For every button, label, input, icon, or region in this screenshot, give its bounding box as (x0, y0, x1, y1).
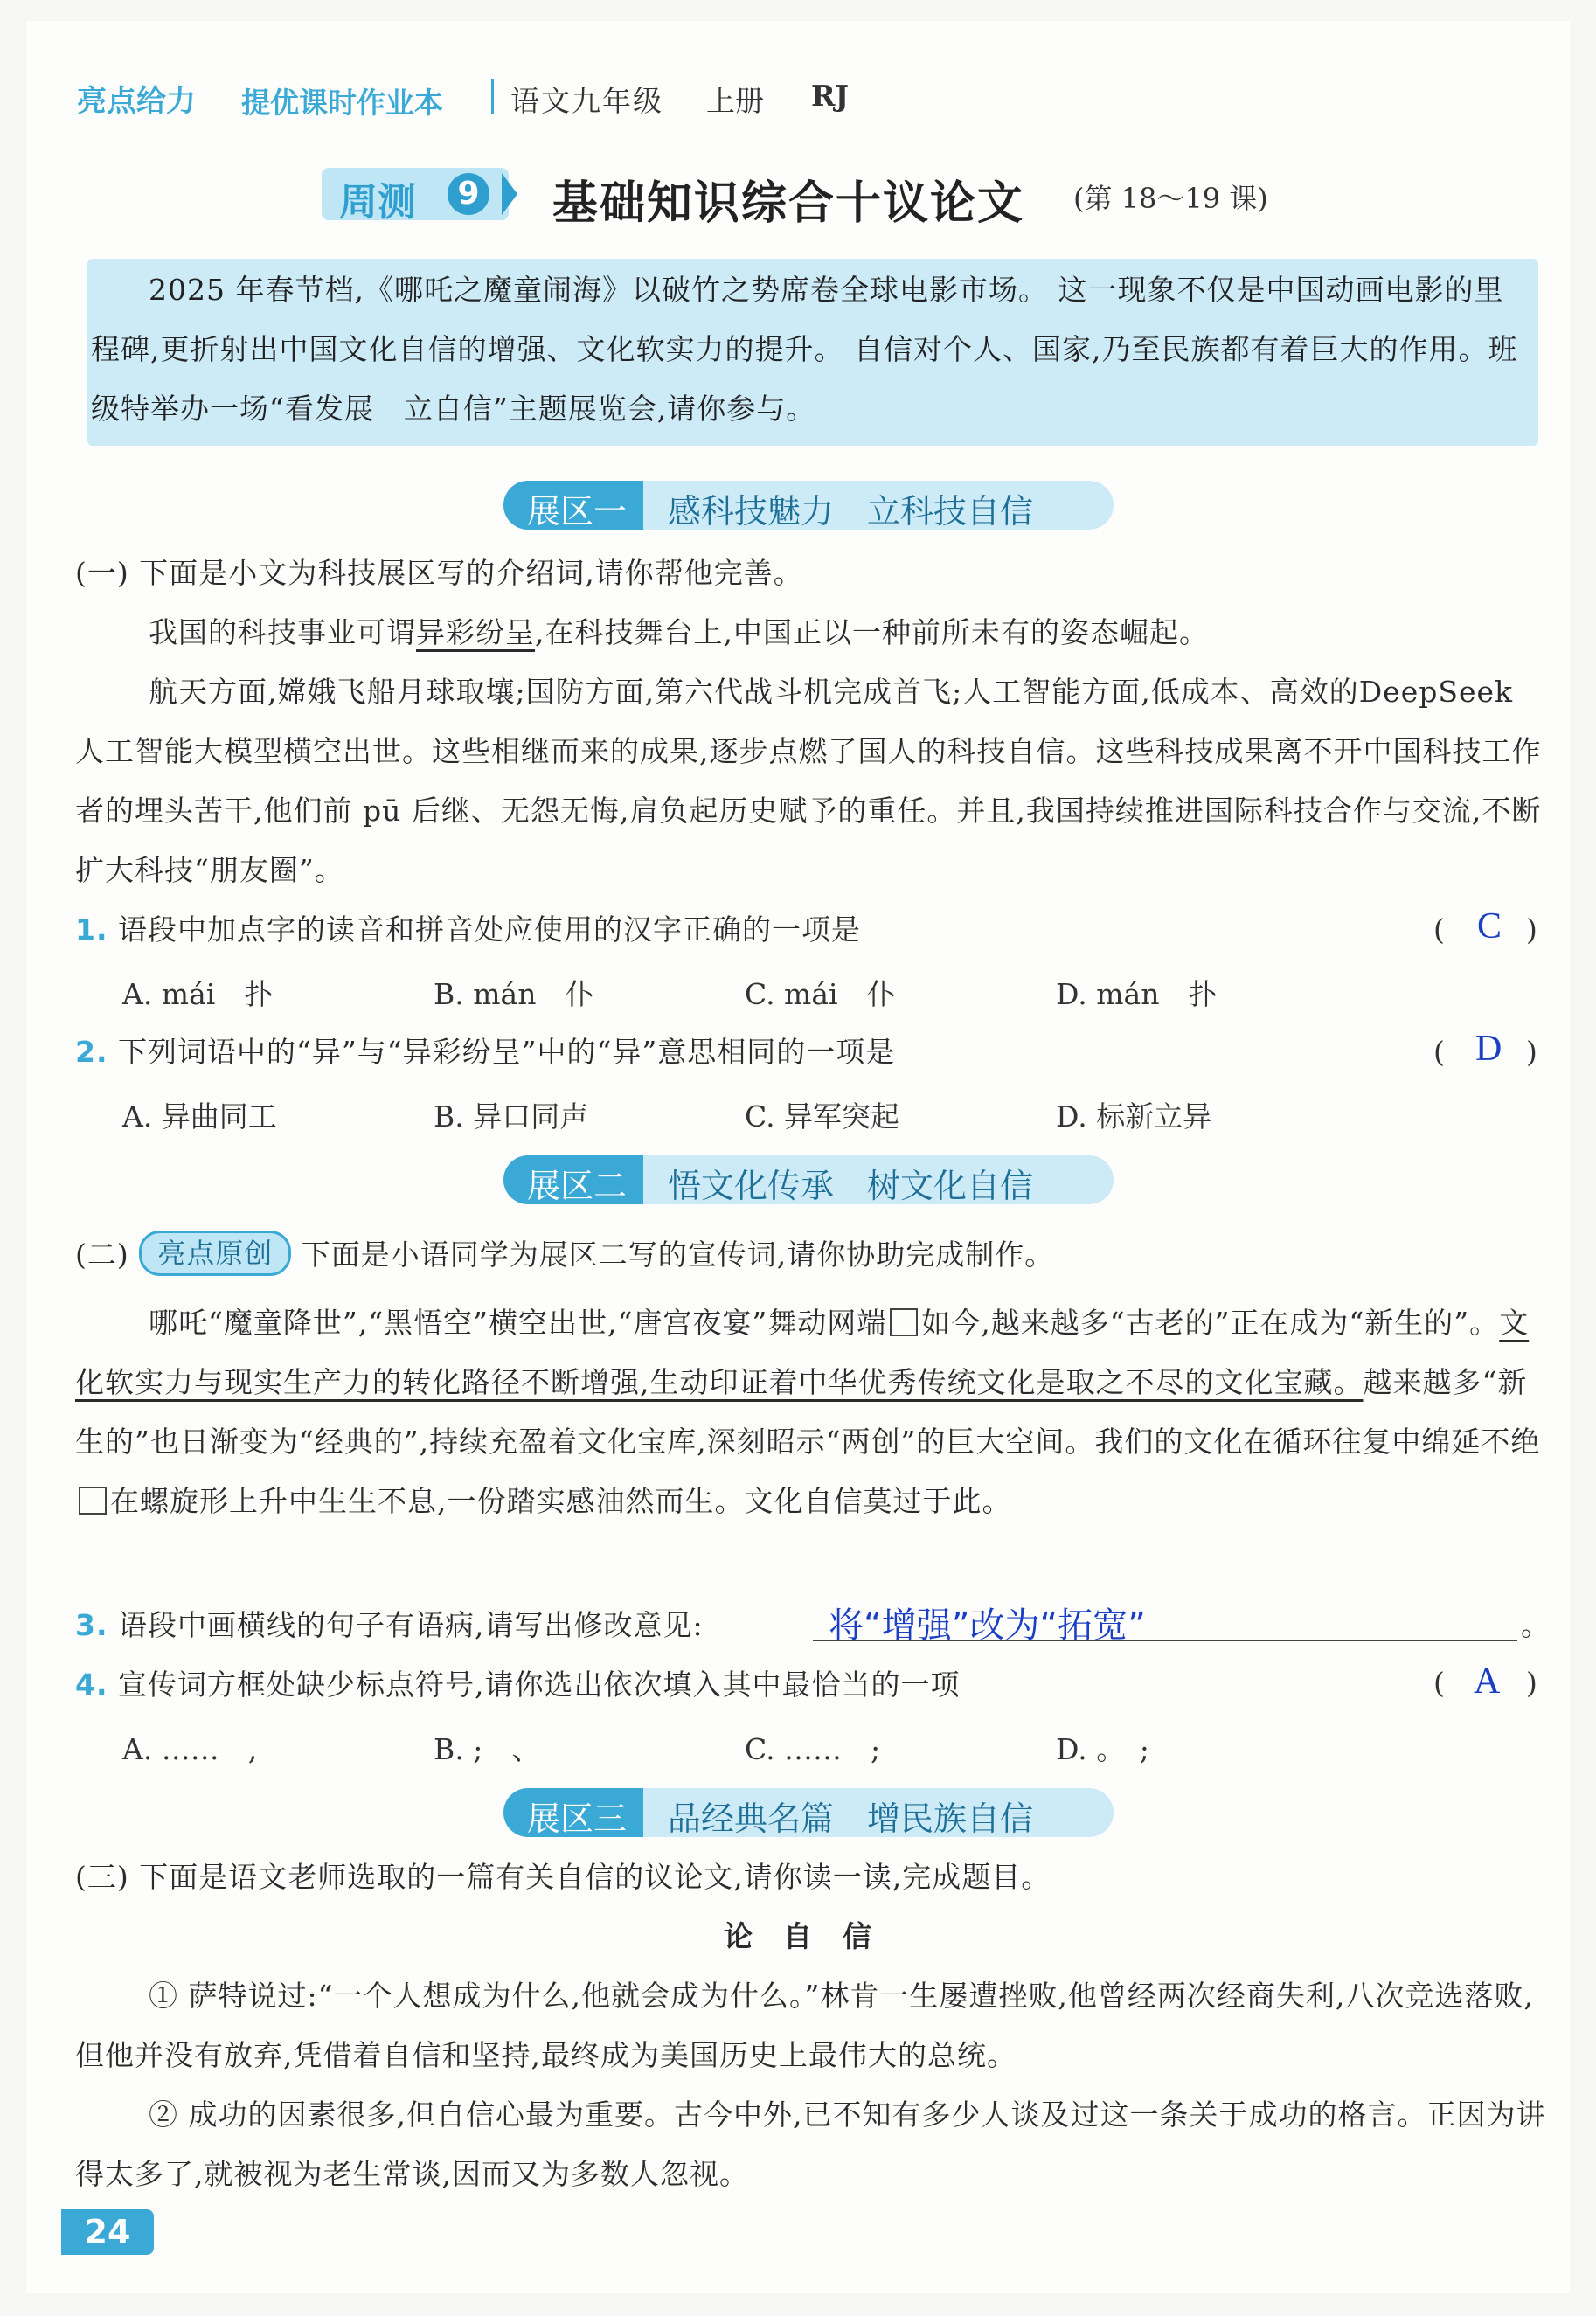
answer-2: D (1475, 1029, 1502, 1069)
page-title: 基础知识综合十议论文 (552, 177, 1025, 230)
badge-arrow-icon (502, 173, 517, 215)
answer-bracket-4: ( (1433, 1666, 1445, 1700)
zone-1-tag: 展区一 (503, 481, 650, 530)
essay-title: 论 自 信 (724, 1919, 872, 1953)
q2-option-a: A. 异曲同工 (122, 1099, 277, 1134)
underlined-sentence: 文化软实力与现实生产力的转化路径不断增强,生动印证着中华优秀传统文化是取之不尽的文化宝藏。 (75, 1306, 1530, 1399)
answer-bracket-2-close: ) (1526, 1035, 1537, 1069)
part-1-lead: (一) 下面是小文为科技展区写的介绍词,请你帮他完善。 (75, 556, 803, 590)
zone-2-banner (503, 1155, 1115, 1204)
zone-2-title: 悟文化传承 树文化自信 (643, 1155, 1114, 1204)
q1-option-b: B. mán 仆 (434, 977, 594, 1011)
part-1-paragraph-2: 航天方面,嫦娥飞船月球取壤;国防方面,第六代战斗机完成首飞;人工智能方面,低成本、高效的DeepSeek 人工智能大模型横空出世。这些相继而来的成果,逐步点燃了国人的科技自信。这些科技成果离不开中国科技工作者的埋头苦干,他们前 pū 后继、无怨无悔,肩负起历史赋予的重任。并且,我国持续推进国际科技合作与交流,不断扩大科技“朋友圈”。 (75, 675, 1542, 887)
q4-option-a: A. …… , (122, 1732, 258, 1766)
q2-option-b: B. 异口同声 (434, 1099, 589, 1134)
q1-option-a: A. mái 扑 (122, 977, 274, 1011)
brand-logo: 亮点给力 (77, 84, 196, 119)
q1-option-c: C. mái 仆 (745, 977, 896, 1011)
q4-option-d: D. 。 ; (1056, 1732, 1149, 1766)
answer-4: A (1474, 1661, 1501, 1702)
intro-text: 2025 年春节档,《哪吒之魔童闹海》以破竹之势席卷全球电影市场。 这一现象不仅是中国动画电影的里程碑,更折射出中国文化自信的增强、文化软实力的提升。 自信对个人、国家,乃至民族都有着巨大的作用。班级特举办一场“看发展 立自信”主题展览会,请你参与。 (91, 273, 1518, 426)
answer-3: 将“增强”改为“拓宽” (829, 1605, 1146, 1646)
header-divider (491, 79, 494, 114)
page-number: 24 (61, 2209, 154, 2255)
q4-option-c: C. …… ; (745, 1732, 881, 1766)
zone-3-banner (503, 1788, 1115, 1837)
underlined-phrase: 异彩纷呈 (416, 615, 535, 649)
question-4: 4. 宣传词方框处缺少标点符号,请你选出依次填入其中最恰当的一项 (75, 1668, 961, 1702)
zone-3-title: 品经典名篇 增民族自信 (643, 1788, 1114, 1837)
volume-label: 上册 (706, 84, 764, 118)
essay-paragraph-2: ② 成功的因素很多,但自信心最为重要。古今中外,已不知有多少人谈及过这一条关于成功的格言。正因为讲得太多了,就被视为老生常谈,因而又为多数人忽视。 (75, 2098, 1546, 2191)
answer-3-period: 。 (1521, 1608, 1551, 1642)
blank-box-2 (79, 1487, 107, 1515)
q2-option-c: C. 异军突起 (745, 1099, 900, 1134)
part-2-lead: (二) 亮点原创 下面是小语同学为展区二写的宣传词,请你协助完成制作。 (75, 1225, 1552, 1285)
answer-bracket-4-close: ) (1526, 1666, 1537, 1700)
zone-3-tag: 展区三 (503, 1788, 650, 1837)
zone-1-banner (503, 481, 1115, 530)
q4-option-b: B. ; 、 (434, 1732, 541, 1766)
part-3-lead: (三) 下面是语文老师选取的一篇有关自信的议论文,请你读一读,完成题目。 (75, 1860, 1051, 1894)
zone-1-title: 感科技魅力 立科技自信 (643, 481, 1114, 530)
answer-bracket-2: ( (1433, 1035, 1445, 1069)
q2-option-d: D. 标新立异 (1056, 1099, 1212, 1134)
edition-label: RJ (811, 79, 850, 113)
lesson-range: (第 18～19 课) (1073, 182, 1268, 215)
part-1-paragraph-1: 我国的科技事业可谓异彩纷呈,在科技舞台上,中国正以一种前所未有的姿态崛起。 (149, 615, 1209, 649)
subject-label: 语文九年级 (510, 84, 663, 118)
answer-1: C (1477, 906, 1502, 947)
weekly-test-number: 9 (448, 173, 489, 215)
blank-box-1 (890, 1308, 918, 1336)
essay-paragraph-1: ① 萨特说过:“一个人想成为什么,他就会成为什么。”林肯一生屡遭挫败,他曾经两次经商失利,八次竞选落败,但他并没有放弃,凭借着自信和坚持,最终成为美国历史上最伟大的总统。 (75, 1979, 1534, 2072)
answer-bracket-1-close: ) (1526, 912, 1537, 947)
q1-option-d: D. mán 扑 (1056, 977, 1218, 1011)
question-2: 2. 下列词语中的“异”与“异彩纷呈”中的“异”意思相同的一项是 (75, 1035, 896, 1069)
question-3: 3. 语段中画横线的句子有语病,请写出修改意见: (75, 1608, 704, 1642)
series-name: 提优课时作业本 (241, 86, 443, 120)
weekly-test-label: 周测 (339, 180, 416, 225)
zone-2-tag: 展区二 (503, 1155, 650, 1204)
answer-bracket-1: ( (1433, 912, 1445, 947)
part-2-paragraph: 哪吒“魔童降世”,“黑悟空”横空出世,“唐宫夜宴”舞动网端 如今,越来越多“古老的”正在成为“新生的”。文化软实力与现实生产力的转化路径不断增强,生动印证着中华优秀传统文化是取之不尽的文化宝藏。越来越多“新生的”也日渐变为“经典的”,持续充盈着文化宝库,深刻昭示“两创”的巨大空间。我们的文化在循环往复中绵延不绝在螺旋形上升中生生不息,一份踏实感油然而生。文化自信莫过于此。 (75, 1306, 1541, 1518)
question-1: 1. 语段中加点字的读音和拼音处应使用的汉字正确的一项是 (75, 912, 861, 947)
original-badge: 亮点原创 (139, 1231, 291, 1276)
